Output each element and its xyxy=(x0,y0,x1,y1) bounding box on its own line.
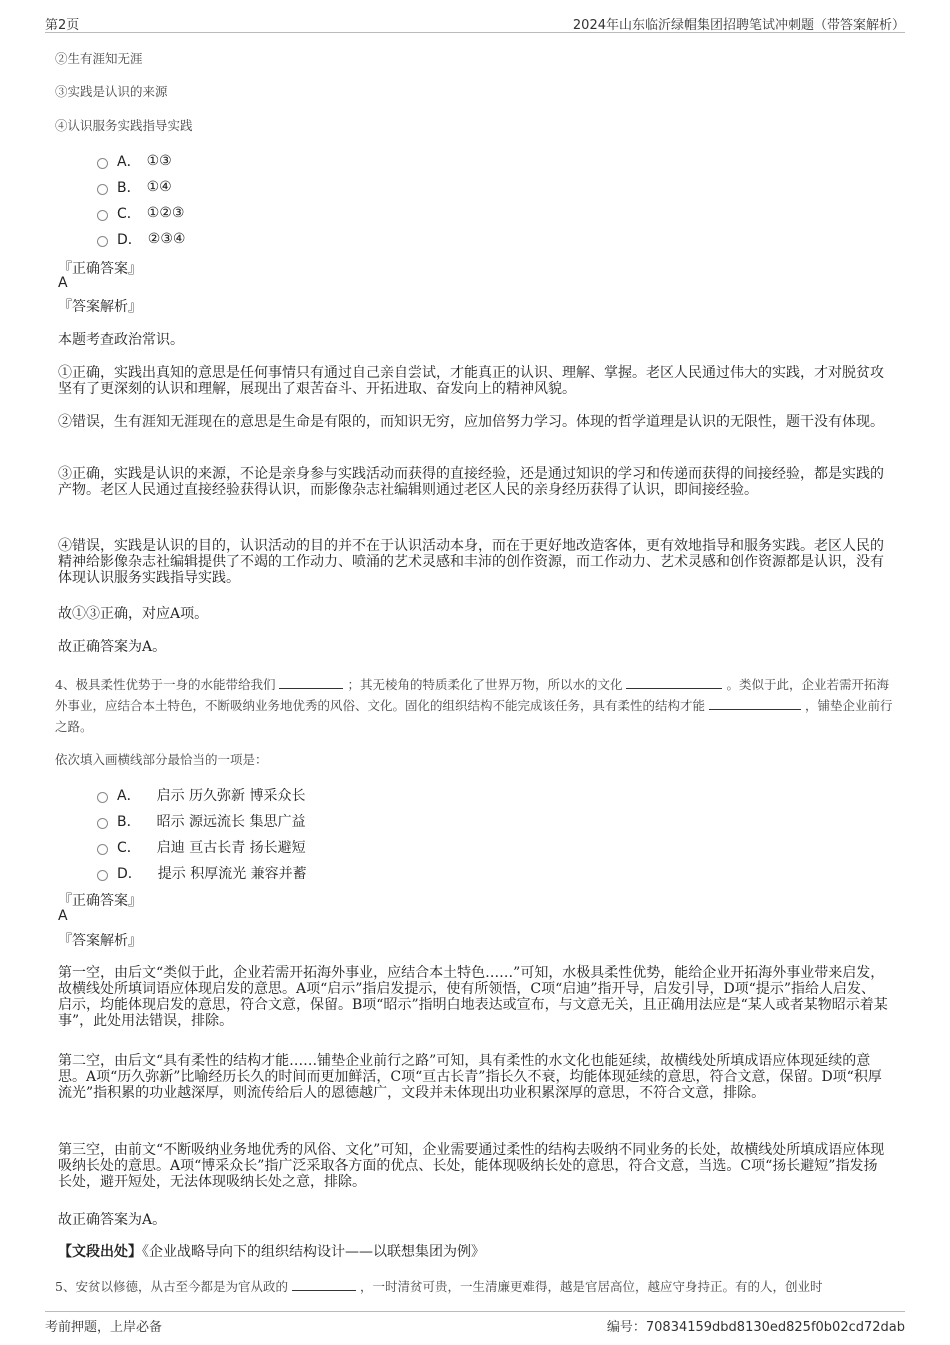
q3-option-b[interactable]: B． ①④ xyxy=(97,177,172,197)
source-label: 【文段出处】 xyxy=(58,1244,142,1260)
correct-answer-label: 『正确答案』 xyxy=(58,261,142,277)
source-text: 《企业战略导向下的组织结构设计——以联想集团为例》 xyxy=(142,1244,485,1260)
q3-option-c[interactable]: C． ①②③ xyxy=(97,203,184,223)
correct-answer: A xyxy=(58,908,68,924)
source-citation xyxy=(58,1244,888,1260)
radio-icon[interactable] xyxy=(97,870,108,881)
radio-icon[interactable] xyxy=(97,210,108,221)
correct-answer: A xyxy=(58,275,68,291)
q4-option-b[interactable]: B． 昭示 源远流长 集思广益 xyxy=(97,811,306,831)
statement-4: ④认识服务实践指导实践 xyxy=(55,118,193,133)
analysis-paragraph: 第二空，由后文“具有柔性的结构才能……铺垫企业前行之路”可知，具有柔性的水文化也能延续，故横线处所填成语应体现延续的意思。A项“历久弥新”比喻经历长久的时间而更加鲜活，C项“亘古长青”指长久不衰，均能体现延续的意思，符合文意，保留。D项“积厚流光”指积累的功业越深厚，则流传给后人的恩德越广，文段并未体现出功业积累深厚的意思，不符合文意，排除。 xyxy=(58,1053,882,1101)
blank-line[interactable] xyxy=(279,676,343,689)
radio-icon[interactable] xyxy=(97,792,108,803)
q3-option-a[interactable]: A． ①③ xyxy=(97,151,172,171)
question-5-stem: 5、安贫以修德，从古至今都是为官从政的 ，一时清贫可贵，一生清廉更难得，越是官居高位，越应守身持正。有的人，创业时 xyxy=(55,1279,823,1294)
analysis-paragraph: ③正确，实践是认识的来源，不论是亲身参与实践活动而获得的直接经验，还是通过知识的学习和传递而获得的间接经验，都是实践的产物。老区人民通过直接经验获得认识，而影像杂志社编辑则通过老区人民的亲身经历获得了认识，即间接经验。 xyxy=(58,466,884,498)
blank-line[interactable] xyxy=(626,676,722,689)
analysis-paragraph: ②错误，生有涯知无涯现在的意思是生命是有限的，而知识无穷，应加倍努力学习。体现的哲学道理是认识的无限性，题干没有体现。 xyxy=(58,414,884,430)
radio-icon[interactable] xyxy=(97,236,108,247)
analysis-paragraph: ①正确，实践出真知的意思是任何事情只有通过自己亲自尝试，才能真正的认识、理解、掌握。老区人民通过伟大的实践，才对脱贫攻坚有了更深刻的认识和理解，展现出了艰苦奋斗、开拓进取、奋发向上的精神风貌。 xyxy=(58,365,884,397)
analysis-paragraph: 本题考查政治常识。 xyxy=(58,332,184,348)
analysis-paragraph: 故①③正确，对应A项。 xyxy=(58,606,209,622)
radio-icon[interactable] xyxy=(97,158,108,169)
correct-answer-label: 『正确答案』 xyxy=(58,893,142,909)
q3-option-d[interactable]: D． ②③④ xyxy=(97,229,185,249)
page-number: 第2页 xyxy=(45,18,80,33)
analysis-paragraph: 第一空，由后文“类似于此，企业若需开拓海外事业，应结合本土特色……”可知，水极具柔性优势，能给企业开拓海外事业带来启发，故横线处所填词语应体现启发的意思。A项“启示”指启发提示，使有所领悟，C项“启迪”指开导，启发引导，D项“提示”指给人启发、启示，均能体现启发的意思，符合文意，保留。B项“昭示”指明白地表达或宣布，与文意无关，且正确用法应是“某人或者某物昭示着某事”，此处用法错误，排除。 xyxy=(58,965,888,1029)
analysis-paragraph: 第三空，由前文“不断吸纳业务地优秀的风俗、文化”可知，企业需要通过柔性的结构去吸纳不同业务的长处，故横线处所填成语应体现吸纳长处的意思。A项“博采众长”指广泛采取各方面的优点、长处，能体现吸纳长处的意思，符合文意，当选。C项“扬长避短”指发扬长处，避开短处，无法体现吸纳长处之意，排除。 xyxy=(58,1142,885,1190)
page-footer xyxy=(45,1311,905,1335)
question-4-prompt: 依次填入画横线部分最恰当的一项是： xyxy=(55,752,268,767)
page-header xyxy=(45,12,905,33)
footer-slogan: 考前押题，上岸必备 xyxy=(45,1320,163,1335)
q4-option-a[interactable]: A． 启示 历久弥新 博采众长 xyxy=(97,785,305,805)
question-4-stem: 4、极具柔性优势于一身的水能带给我们 ；其无棱角的特质柔化了世界万物，所以水的文化 。类似于此，企业若需开拓海外事业，应结合本土特色，不断吸纳业务地优秀的风俗、文化。固化的组织结构不能完成该任务，具有柔性的结构才能 ，铺垫企业前行之路。 xyxy=(55,677,893,734)
document-title: 2024年山东临沂绿帽集团招聘笔试冲刺题（带答案解析） xyxy=(572,18,905,33)
statement-3: ③实践是认识的来源 xyxy=(55,84,168,99)
analysis-paragraph: 故正确答案为A。 xyxy=(58,1212,167,1228)
analysis-paragraph: ④错误，实践是认识的目的，认识活动的目的并不在于认识活动本身，而在于更好地改造客体，更有效地指导和服务实践。老区人民的精神给影像杂志社编辑提供了不竭的工作动力、喷涌的艺术灵感和丰沛的创作资源，而工作动力、艺术灵感和创作资源都是认识，没有体现认识服务实践指导实践。 xyxy=(58,538,884,586)
statement-2: ②生有涯知无涯 xyxy=(55,51,143,66)
analysis-paragraph: 故正确答案为A。 xyxy=(58,639,167,655)
document-id: 编号：70834159dbd8130ed825f0b02cd72dab xyxy=(606,1320,905,1335)
radio-icon[interactable] xyxy=(97,818,108,829)
radio-icon[interactable] xyxy=(97,844,108,855)
radio-icon[interactable] xyxy=(97,184,108,195)
q4-option-d[interactable]: D． 提示 积厚流光 兼容并蓄 xyxy=(97,863,307,883)
analysis-label: 『答案解析』 xyxy=(58,299,142,315)
blank-line[interactable] xyxy=(292,1278,356,1291)
q4-option-c[interactable]: C． 启迪 亘古长青 扬长避短 xyxy=(97,837,306,857)
analysis-label: 『答案解析』 xyxy=(58,933,142,949)
blank-line[interactable] xyxy=(709,697,801,710)
